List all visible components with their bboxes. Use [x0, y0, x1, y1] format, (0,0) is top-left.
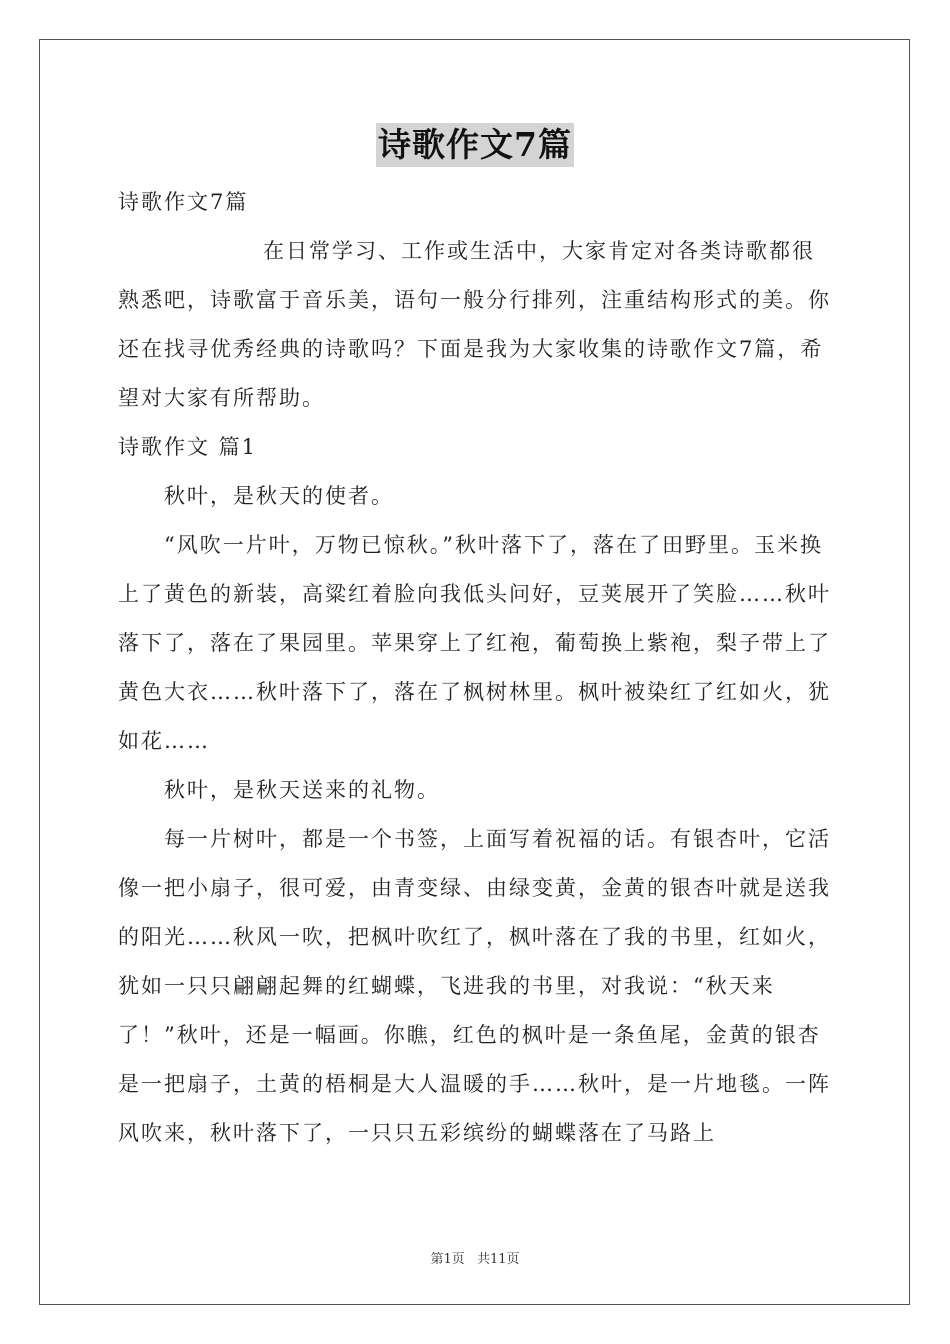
body-paragraph-3: 秋叶，是秋天送来的礼物。 — [164, 778, 440, 802]
page-number: 第1页 — [430, 1252, 465, 1267]
document-body — [118, 178, 836, 1158]
page-total: 共11页 — [476, 1252, 520, 1267]
body-paragraph-4: 每一片树叶，都是一个书签，上面写着祝福的话。有银杏叶，它活像一把小扇子，很可爱，由青变绿、由绿变黄，金黄的银杏叶就是送我的阳光……秋风一吹，把枫叶吹红了，枫叶落在了我的书里，红如火，犹如一只只翩翩起舞的红蝴蝶，飞进我的书里，对我说：“秋天来了！”秋叶，还是一幅画。你瞧，红色的枫叶是一条鱼尾，金黄的银杏是一把扇子，土黄的梧桐是大人温暖的手……秋叶，是一片地毯。一阵风吹来，秋叶落下了，一只只五彩缤纷的蝴蝶落在了马路上 — [118, 827, 831, 1145]
document-subtitle: 诗歌作文7篇 — [118, 190, 249, 214]
document-title: 诗歌作文7篇 — [376, 123, 574, 167]
page-footer — [0, 1248, 950, 1267]
intro-paragraph: 在日常学习、工作或生活中，大家肯定对各类诗歌都很熟悉吧，诗歌富于音乐美，语句一般分行排列，注重结构形式的美。你还在找寻优秀经典的诗歌吗？下面是我为大家收集的诗歌作文7篇，希望对大家有所帮助。 — [118, 239, 831, 410]
title-container — [0, 123, 950, 167]
section-heading: 诗歌作文 篇1 — [118, 435, 258, 459]
body-paragraph-2: “风吹一片叶，万物已惊秋。”秋叶落下了，落在了田野里。玉米换上了黄色的新装，高粱红着脸向我低头问好，豆荚展开了笑脸……秋叶落下了，落在了果园里。苹果穿上了红袍，葡萄换上紫袍，梨子带上了黄色大衣……秋叶落下了，落在了枫树林里。枫叶被染红了红如火，犹如花…… — [118, 533, 831, 753]
body-paragraph-1: 秋叶，是秋天的使者。 — [164, 484, 394, 508]
